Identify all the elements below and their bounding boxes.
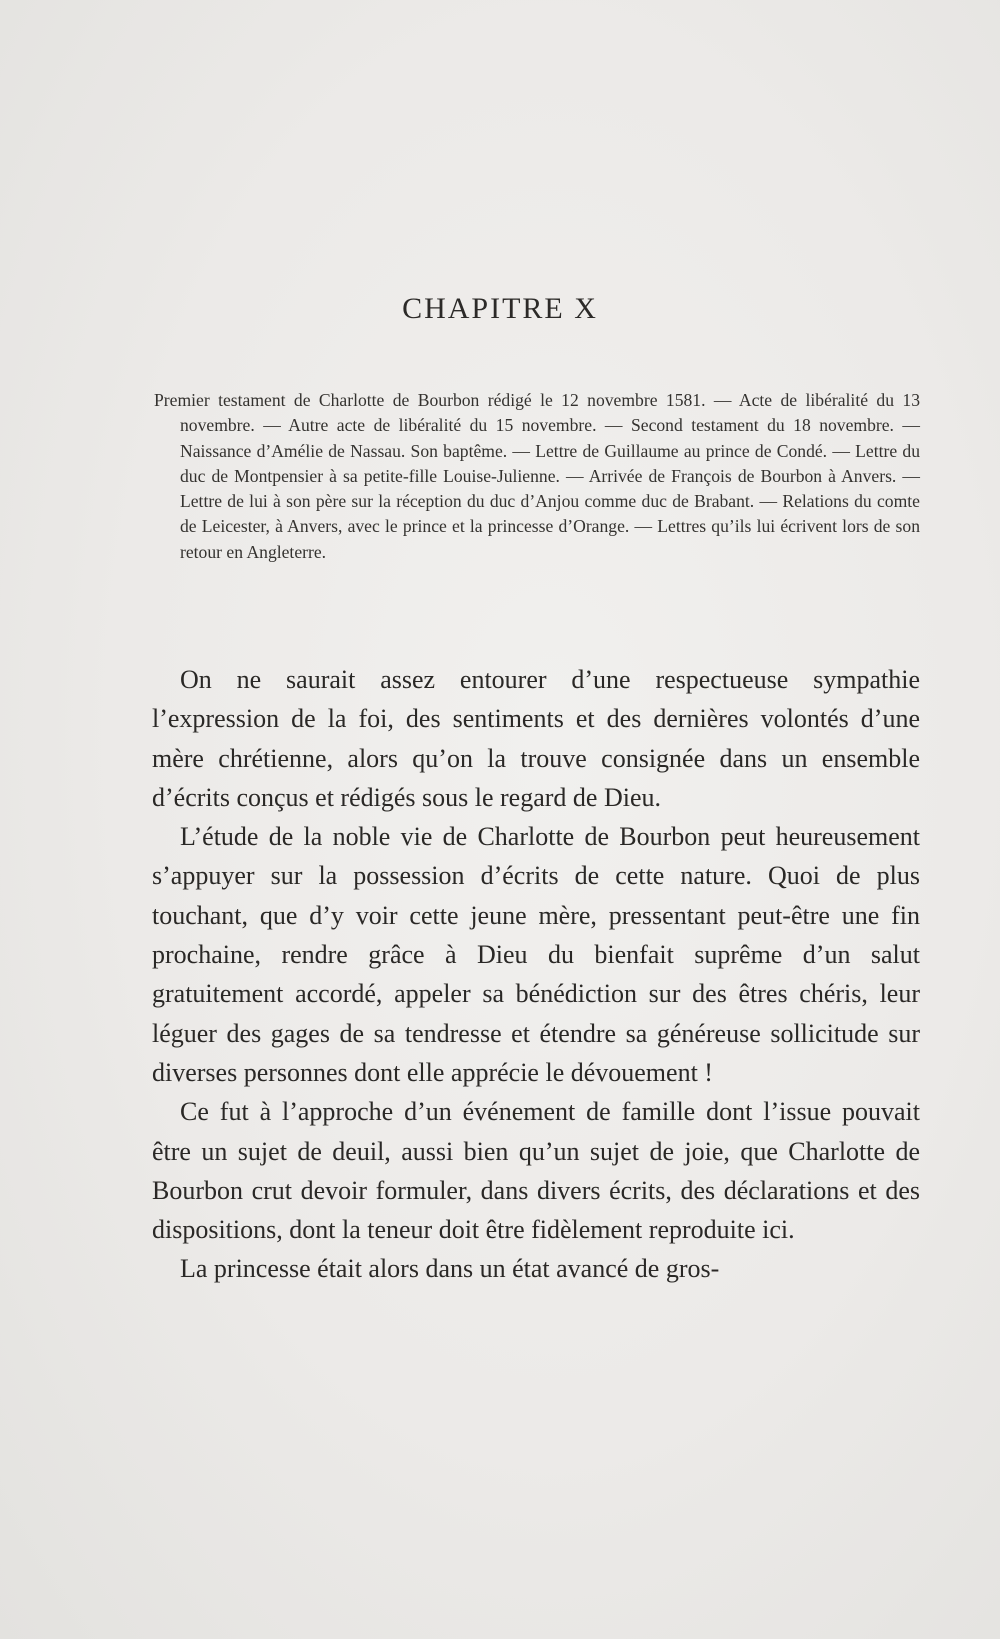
paragraph: L’étude de la noble vie de Charlotte de Bourbon peut heureusement s’appuyer sur la possession d’écrits de cette nature. Quoi de plus touchant, que d’y voir cette jeune mère, pressentant peut-être une fin prochaine, rendre grâce à Dieu du bienfait suprême d’un salut gratuitement accordé, appeler sa bénédiction sur des êtres chéris, leur léguer des gages de sa tendresse et étendre sa généreuse sollicitude sur diverses personnes dont elle apprécie le dévouement !	[152, 822, 920, 1087]
paragraph: La princesse était alors dans un état avancé de gros-	[180, 1254, 720, 1284]
body-text	[152, 660, 920, 1289]
chapter-title: CHAPITRE X	[402, 292, 598, 325]
chapter-summary	[154, 388, 920, 565]
paragraph: On ne saurait assez entourer d’une respectueuse sympathie l’expression de la foi, des sentiments et des dernières volontés d’une mère chrétienne, alors qu’on la trouve consignée dans un ensemble d’écrits conçus et rédigés sous le regard de Dieu.	[152, 665, 920, 812]
paragraph: Ce fut à l’approche d’un événement de famille dont l’issue pouvait être un sujet de deuil, aussi bien qu’un sujet de joie, que Charlotte de Bourbon crut devoir formuler, dans divers écrits, des déclarations et des dispositions, dont la teneur doit être fidèlement reproduite ici.	[152, 1097, 920, 1245]
summary-text: Premier testament de Charlotte de Bourbon rédigé le 12 novembre 1581. — Acte de libéralité du 13 novembre. — Autre acte de libéralité du 15 novembre. — Second testament du 18 novembre. — Naissance d’Amélie de Nassau. Son baptême. — Lettre de Guillaume au prince de Condé. — Lettre du duc de Montpensier à sa petite-fille Louise-Julienne. — Arrivée de François de Bourbon à Anvers. — Lettre de lui à son père sur la réception du duc d’Anjou comme duc de Brabant. — Relations du comte de Leicester, à Anvers, avec le prince et la princesse d’Orange. — Lettres qu’ils lui écrivent lors de son retour en Angleterre.	[154, 390, 920, 562]
